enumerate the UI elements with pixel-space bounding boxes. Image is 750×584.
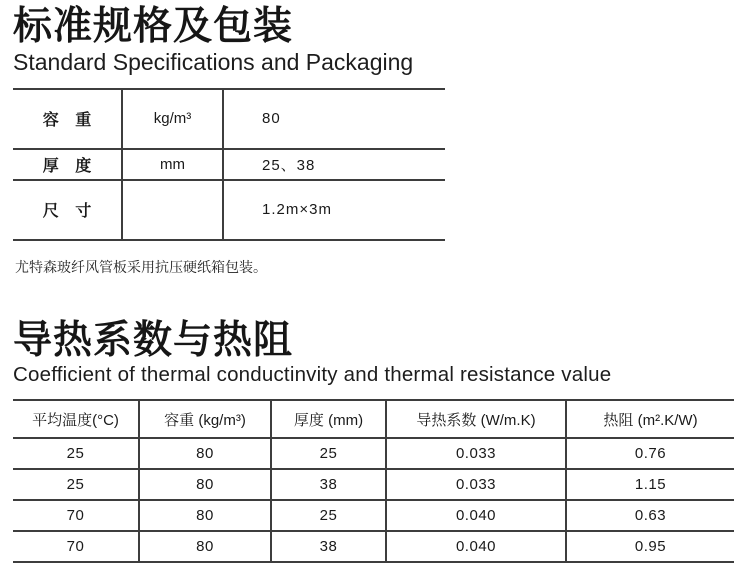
cell-thickness: 38 [271, 531, 386, 562]
thermal-title-english: Coefficient of thermal conductinvity and thermal resistance value [13, 362, 612, 386]
cell-thickness: 38 [271, 469, 386, 500]
cell-conductivity: 0.033 [386, 469, 566, 500]
spec-unit-cell [122, 180, 223, 240]
cell-conductivity: 0.033 [386, 438, 566, 469]
spec-label-cell: 厚 度 [13, 149, 122, 180]
spec-value-cell: 25、38 [223, 149, 445, 180]
specs-section [13, 5, 736, 277]
cell-density: 80 [139, 469, 271, 500]
spec-unit-cell: kg/m³ [122, 89, 223, 149]
table-header-row [13, 400, 734, 438]
cell-density: 80 [139, 438, 271, 469]
packaging-note: 尤特森玻纤风管板采用抗压硬纸箱包装。 [15, 258, 267, 275]
spec-label-cell: 尺 寸 [13, 180, 122, 240]
specs-title-english: Standard Specifications and Packaging [13, 49, 414, 76]
thermal-section [13, 319, 736, 564]
cell-thickness: 25 [271, 500, 386, 531]
cell-avg-temperature: 70 [13, 531, 139, 562]
cell-avg-temperature: 25 [13, 469, 139, 500]
cell-resistance: 0.95 [566, 531, 734, 562]
table-row [13, 438, 734, 469]
table-row [13, 89, 445, 149]
table-row [13, 469, 734, 500]
table-row [13, 149, 445, 180]
cell-resistance: 1.15 [566, 469, 734, 500]
cell-density: 80 [139, 531, 271, 562]
specs-title-chinese: 标准规格及包装 [13, 5, 294, 48]
column-header-density: 容重 (kg/m³) [139, 400, 271, 438]
table-row [13, 531, 734, 562]
cell-density: 80 [139, 500, 271, 531]
cell-resistance: 0.63 [566, 500, 734, 531]
table-row [13, 180, 445, 240]
thermal-title-chinese: 导热系数与热阻 [13, 318, 294, 362]
cell-thickness: 25 [271, 438, 386, 469]
cell-conductivity: 0.040 [386, 500, 566, 531]
column-header-thickness: 厚度 (mm) [271, 400, 386, 438]
cell-conductivity: 0.040 [386, 531, 566, 562]
column-header-avg-temperature: 平均温度(°C) [13, 400, 139, 438]
spec-unit-cell: mm [122, 149, 223, 180]
spec-value-cell: 80 [223, 89, 445, 149]
spec-value-cell: 1.2m×3m [223, 180, 445, 240]
cell-avg-temperature: 70 [13, 500, 139, 531]
cell-resistance: 0.76 [566, 438, 734, 469]
column-header-conductivity: 导热系数 (W/m.K) [386, 400, 566, 438]
specs-table [13, 88, 445, 241]
spec-label-cell: 容 重 [13, 89, 122, 149]
table-row [13, 500, 734, 531]
cell-avg-temperature: 25 [13, 438, 139, 469]
column-header-resistance: 热阻 (m².K/W) [566, 400, 734, 438]
thermal-table [13, 399, 734, 563]
